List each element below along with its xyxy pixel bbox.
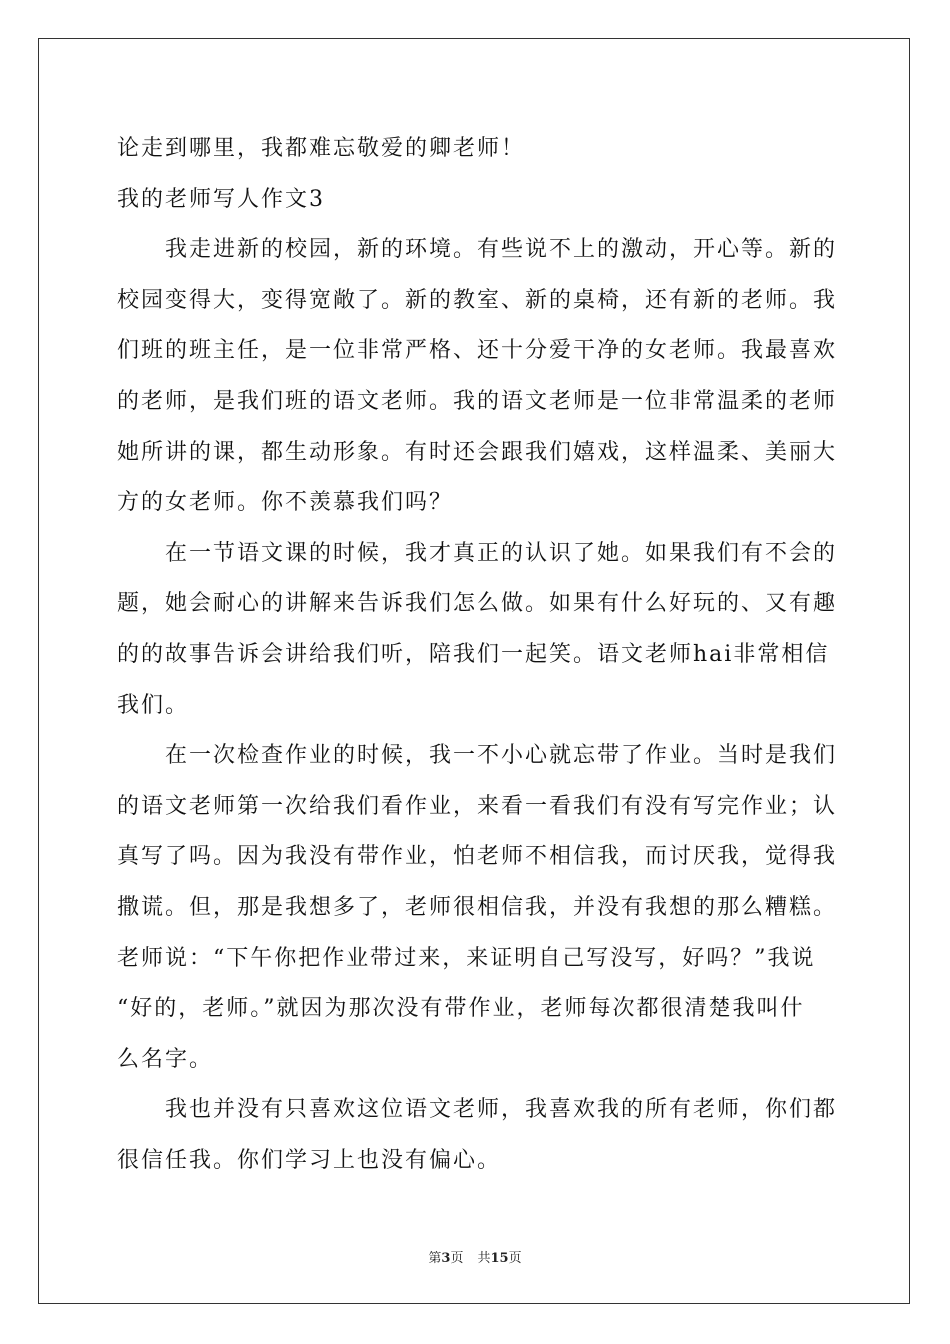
paragraph-line: 在一次检查作业的时候，我一不小心就忘带了作业。当时是我们: [165, 743, 838, 769]
paragraph-line: 很信任我。你们学习上也没有偏心。: [117, 1147, 502, 1173]
paragraph-line: 校园变得大，变得宽敞了。新的教室、新的桌椅，还有新的老师。我: [117, 287, 838, 313]
paragraph-line: 的语文老师第一次给我们看作业，来看一看我们有没有写完作业；认: [117, 793, 838, 819]
paragraph-line: 么名字。: [117, 1046, 214, 1072]
paragraph-line: 们班的班主任，是一位非常严格、还十分爱干净的女老师。我最喜欢: [117, 338, 838, 364]
total-suffix: 页: [508, 1251, 522, 1266]
paragraph-line: 我们。: [117, 692, 190, 718]
text-line: 论走到哪里，我都难忘敬爱的卿老师！: [117, 136, 526, 161]
paragraph-line: 在一节语文课的时候，我才真正的认识了她。如果我们有不会的: [165, 540, 838, 566]
paragraph-line: 老师说：“下午你把作业带过来，来证明自己写没写，好吗？”我说: [117, 945, 816, 971]
paragraph-line: 她所讲的课，都生动形象。有时还会跟我们嬉戏，这样温柔、美丽大: [117, 439, 838, 465]
paragraph-line: 的老师，是我们班的语文老师。我的语文老师是一位非常温柔的老师: [117, 388, 838, 414]
section-title: 我的老师写人作文3: [117, 186, 325, 212]
page-current: 3: [441, 1251, 451, 1266]
page-prefix: 第: [428, 1251, 442, 1266]
document-body: [117, 124, 838, 1186]
paragraph-line: “好的，老师。”就因为那次没有带作业，老师每次都很清楚我叫什: [117, 996, 805, 1022]
paragraph-line: 题，她会耐心的讲解来告诉我们怎么做。如果有什么好玩的、又有趣: [117, 591, 838, 617]
paragraph-line: 的的故事告诉会讲给我们听，陪我们一起笑。语文老师hai非常相信: [117, 641, 830, 667]
paragraph-line: 我也并没有只喜欢这位语文老师，我喜欢我的所有老师，你们都: [165, 1097, 838, 1123]
paragraph-line: 撒谎。但，那是我想多了，老师很相信我，并没有我想的那么糟糕。: [117, 894, 838, 920]
paragraph-line: 方的女老师。你不羡慕我们吗？: [117, 490, 454, 516]
page-total: 15: [490, 1251, 509, 1266]
page-footer: [0, 1247, 950, 1266]
paragraph-line: 我走进新的校园，新的环境。有些说不上的激动，开心等。新的: [165, 237, 838, 263]
page-suffix: 页: [450, 1251, 464, 1266]
total-prefix: 共: [477, 1251, 491, 1266]
paragraph-line: 真写了吗。因为我没有带作业，怕老师不相信我，而讨厌我，觉得我: [117, 844, 838, 870]
